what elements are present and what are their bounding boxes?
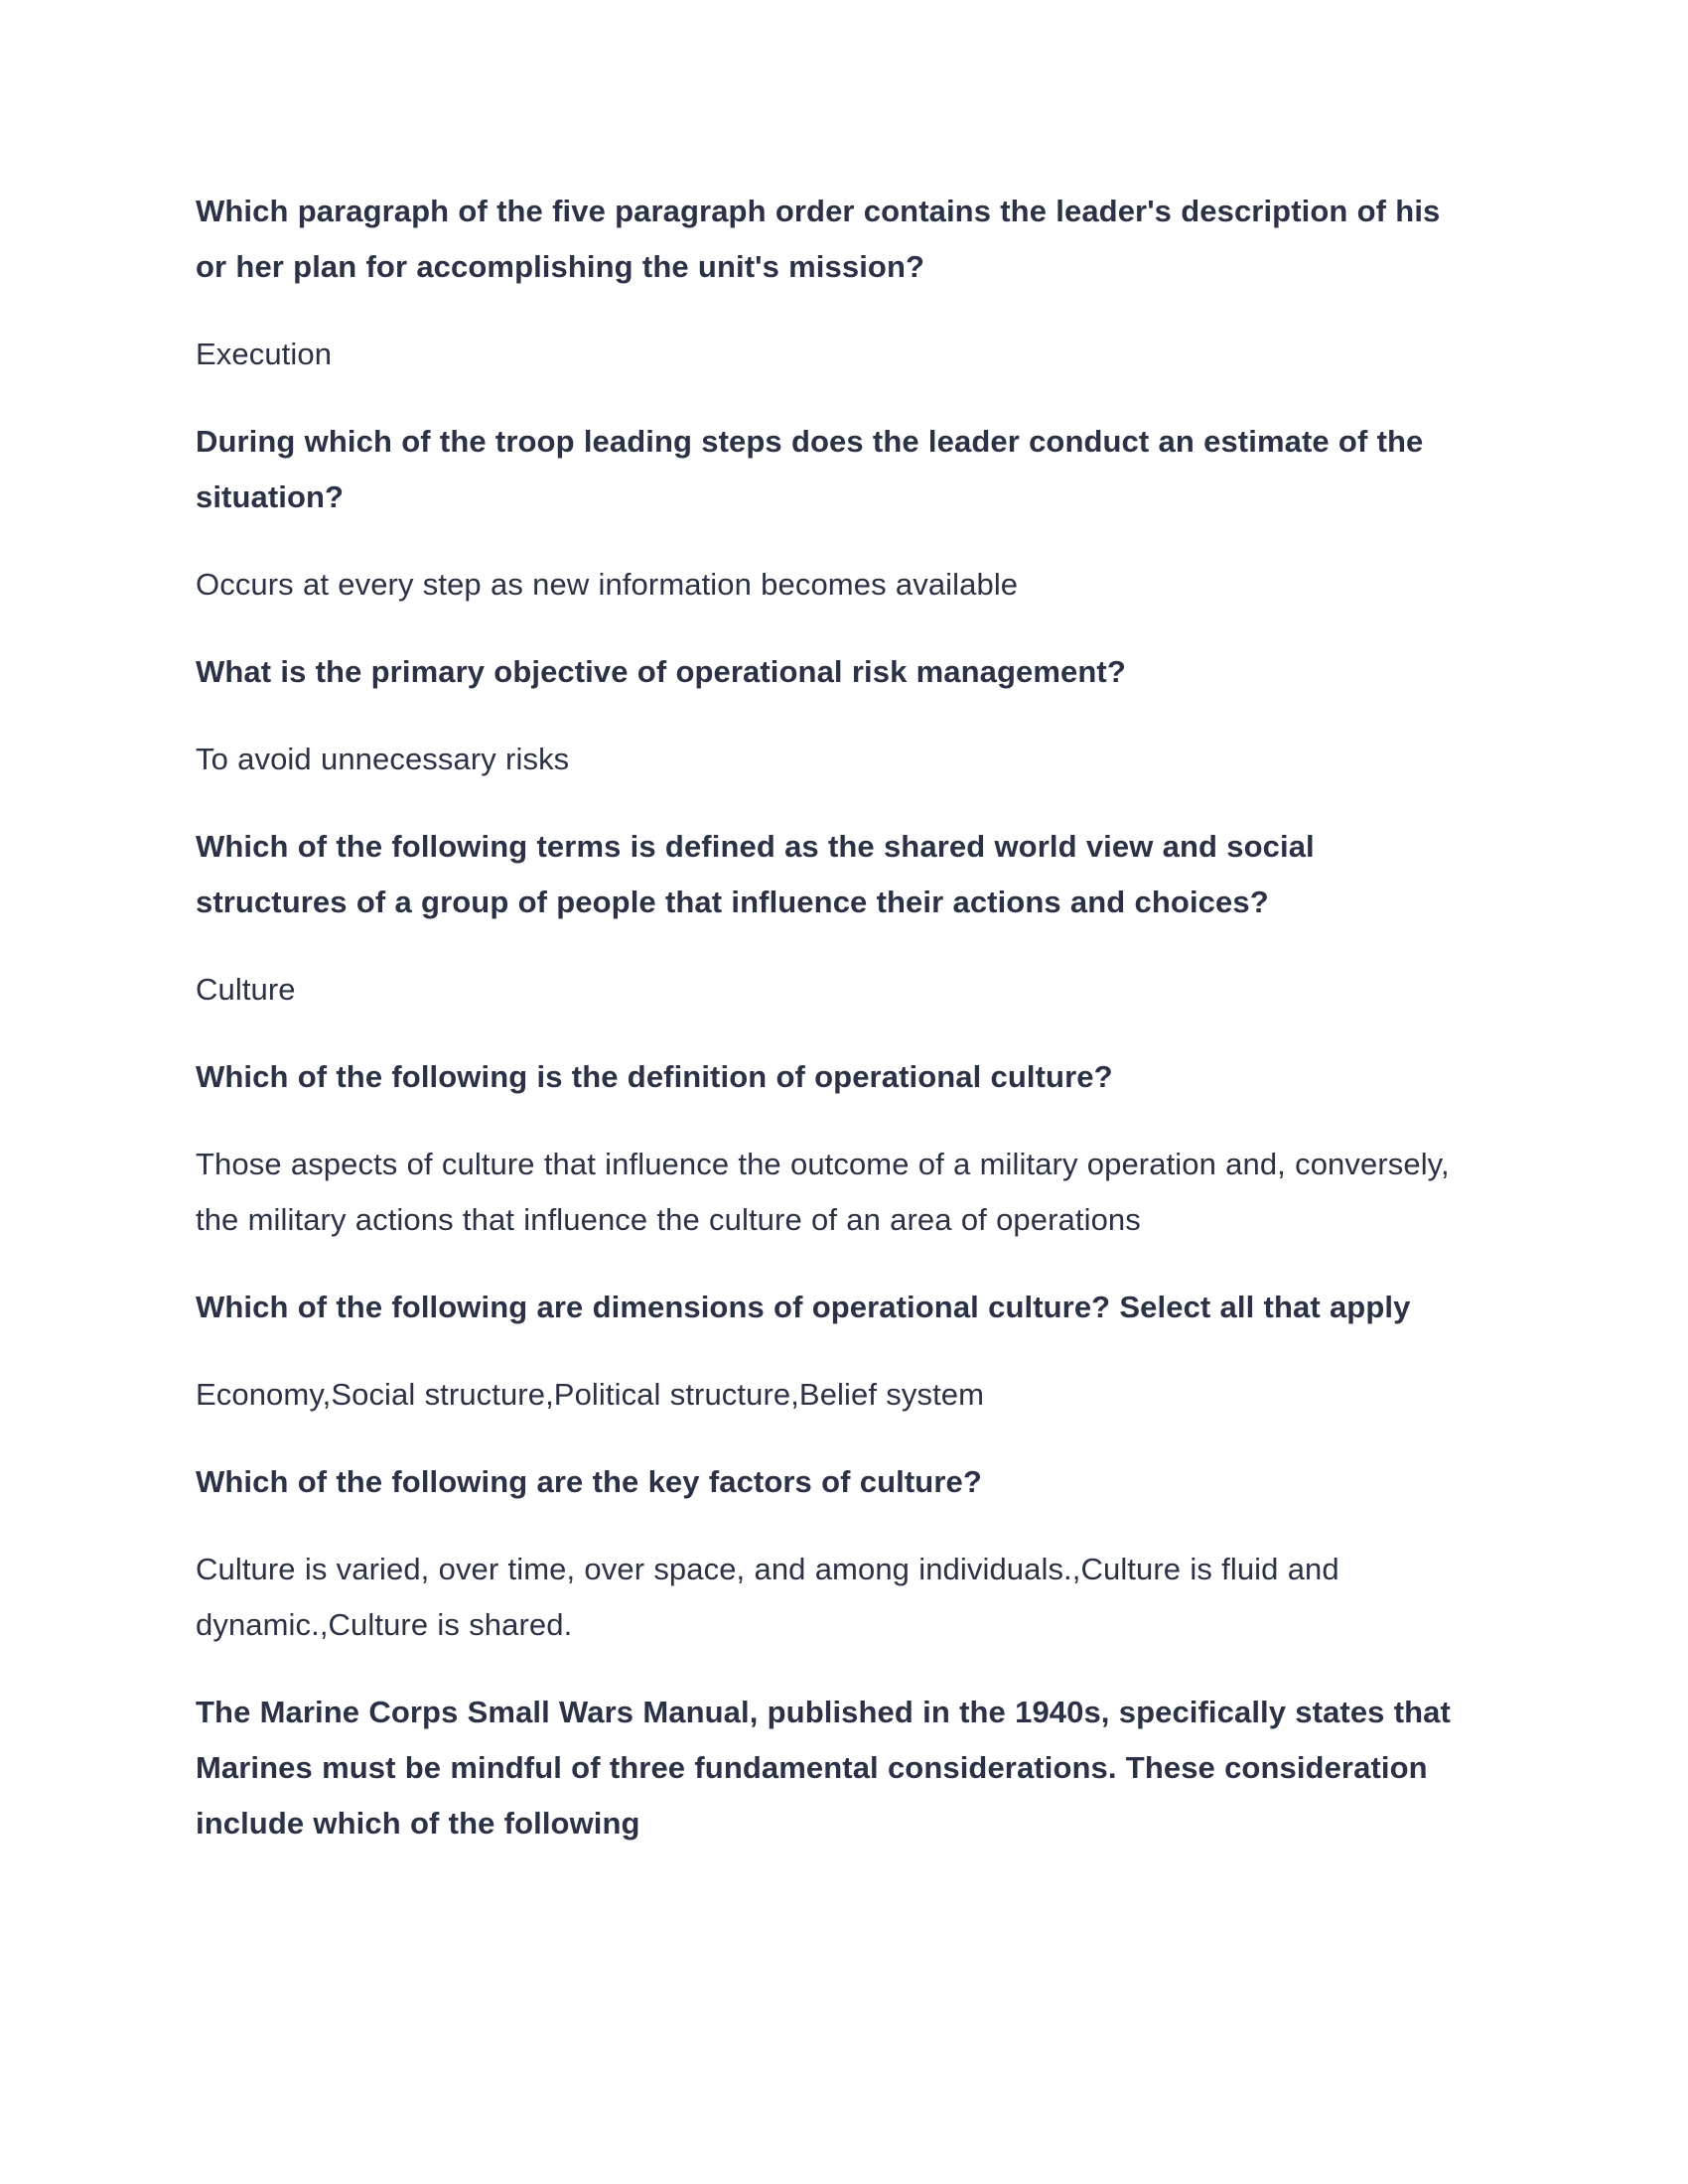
question-text: Which of the following is the definition of operational culture?: [196, 1059, 1113, 1094]
answer-text: Execution: [196, 337, 333, 371]
question-text: Which of the following are dimensions of operational culture? Select all that apply: [196, 1290, 1411, 1324]
answer-text: Occurs at every step as new information becomes available: [196, 567, 1019, 602]
answer-text: Those aspects of culture that influence the outcome of a military operation and, conversely, the military actions that influence the culture of an area of operations: [196, 1147, 1450, 1237]
answer-text: Culture is varied, over time, over space, and among individuals.,Culture is fluid and dynamic.,Culture is shared.: [196, 1552, 1339, 1642]
qa-block: [196, 819, 1462, 1018]
question-text: During which of the troop leading steps does the leader conduct an estimate of the situation?: [196, 424, 1424, 514]
question-text: Which of the following terms is defined as the shared world view and social structures of a group of people that influence their actions and choices?: [196, 829, 1315, 919]
qa-block: [196, 1049, 1462, 1248]
question-text: What is the primary objective of operational risk management?: [196, 654, 1126, 689]
answer-text: Culture: [196, 972, 296, 1007]
question-text: Which paragraph of the five paragraph order contains the leader's description of his or her plan for accomplishing the unit's mission?: [196, 194, 1441, 284]
answer-text: To avoid unnecessary risks: [196, 742, 570, 776]
question-text: Which of the following are the key factors of culture?: [196, 1464, 982, 1499]
qa-block: [196, 414, 1462, 613]
document-body: [196, 184, 1462, 1851]
qa-block: [196, 184, 1462, 382]
qa-block: [196, 1454, 1462, 1653]
question-text: The Marine Corps Small Wars Manual, published in the 1940s, specifically states that Marines must be mindful of three fundamental considerations. These consideration include which of the following: [196, 1695, 1451, 1841]
answer-text: Economy,Social structure,Political structure,Belief system: [196, 1377, 985, 1412]
qa-block: [196, 1280, 1462, 1423]
qa-block: [196, 644, 1462, 787]
qa-block: [196, 1685, 1462, 1851]
